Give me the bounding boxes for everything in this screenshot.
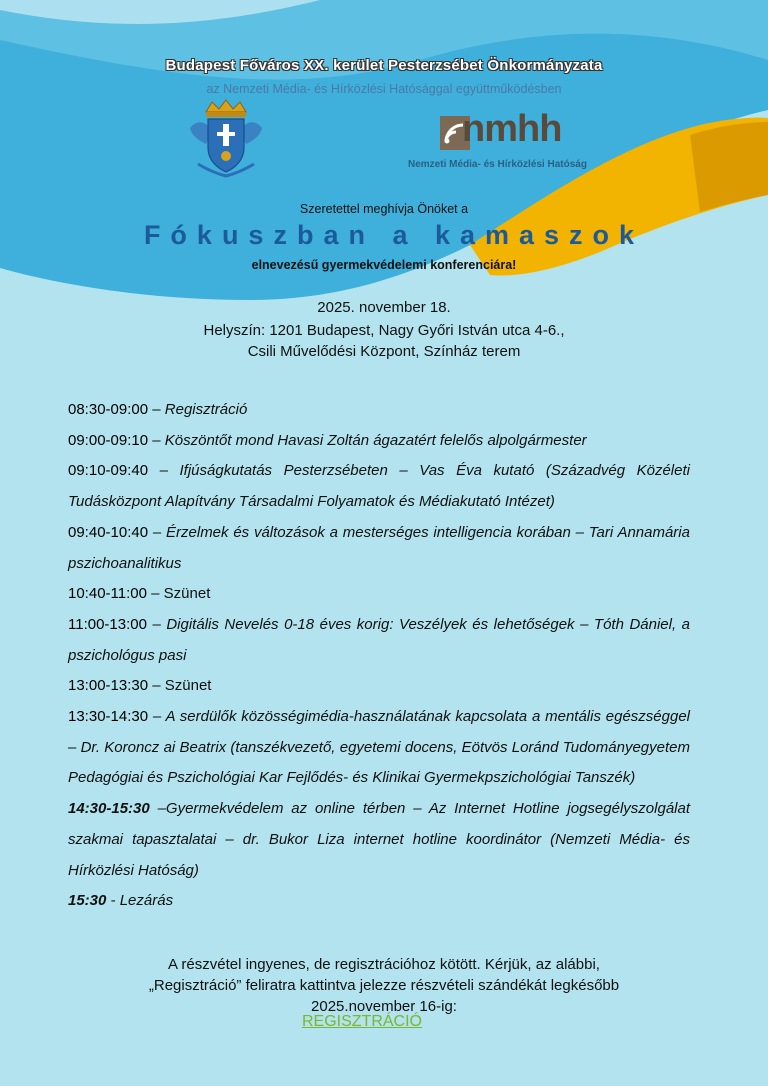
agenda-separator: – [146, 615, 167, 633]
agenda-text: Regisztráció [164, 401, 248, 418]
agenda-text: Köszöntőt mond Havasi Zoltán ágazatért felelős alpolgármester [164, 431, 587, 449]
nmhh-logo-text: nmhh [462, 108, 562, 150]
agenda-separator: – [148, 708, 166, 726]
agenda-time: 09:10-09:40 [68, 462, 149, 480]
agenda-item [68, 886, 690, 917]
agenda-text: Gyermekvédelem az online térben – Az Internet Hotline jogsegélyszolgálat szakmai tapasztalatai – dr. Bukor Liza internet hotline koordinátor (Nemzeti Média- és Hírközlési Hatóság) [68, 800, 690, 879]
agenda-text: Érzelmek és változások a mesterséges intelligencia korában – Tari Annamária pszichoanalitikus [68, 523, 690, 572]
venue-address: Helyszín: 1201 Budapest, Nagy Győri István utca 4-6., [203, 322, 565, 339]
agenda-separator: – [148, 431, 165, 449]
agenda-time: 13:00-13:30 [68, 677, 149, 695]
agenda-time: 09:00-09:10 [68, 431, 149, 449]
agenda-separator: – [148, 462, 180, 480]
agenda-item [68, 579, 690, 610]
nmhh-logo [408, 108, 618, 174]
registration-deadline: 2025.november 16-ig: [311, 998, 457, 1015]
agenda-text: A serdülők közösségimédia-használatának kapcsolata a mentális egészséggel – Dr. Koroncz ai Beatrix (tanszékvezető, egyetemi docens, Eötvös Loránd Tudományegyetem Pedagógiai és Pszichológiai Kar Fejlődés- és Klinikai Gyermekpszichológiai Tanszék) [68, 708, 691, 787]
agenda-time: 13:30-14:30 [68, 708, 149, 726]
agenda-text: Lezárás [119, 892, 174, 910]
agenda-separator: – [146, 585, 164, 603]
agenda-separator: – [148, 523, 167, 541]
invitation-intro: Szeretettel meghívja Önöket a [299, 202, 469, 216]
conference-subtitle: elnevezésű gyermekvédelemi konferenciára! [251, 258, 517, 272]
registration-note-line: A részvétel ingyenes, de regisztrációhoz kötött. Kérjük, az alábbi, [168, 956, 600, 973]
agenda-text: Digitális Nevelés 0-18 éves korig: Veszélyek és lehetőségek – Tóth Dániel, a pszichológus pasi [68, 615, 690, 664]
agenda-item [68, 518, 690, 579]
agenda-time: 10:40-11:00 [68, 585, 147, 603]
agenda-time: 14:30-15:30 [68, 800, 150, 818]
agenda-item [68, 671, 690, 702]
registration-note [0, 954, 768, 1017]
agenda-text: Ifjúságkutatás Pesterzsébeten – Vas Éva kutató (Századvég Közéleti Tudásközpont Alapítvány Társadalmi Folyamatok és Médiakutató Intézet) [68, 462, 690, 511]
agenda-time: 08:30-09:00 [68, 401, 149, 418]
agenda-text: Szünet [163, 585, 211, 603]
agenda-separator: – [148, 401, 165, 418]
agenda [68, 395, 690, 917]
agenda-separator: – [148, 677, 165, 695]
organizer-title: Budapest Főváros XX. kerület Pesterzsébet Önkormányzata [165, 57, 603, 74]
nmhh-caption: Nemzeti Média- és Hírközlési Hatóság [408, 159, 587, 170]
agenda-item [68, 794, 690, 886]
conference-title: Fókuszban a kamaszok [143, 220, 645, 250]
agenda-item [68, 456, 690, 517]
event-date: 2025. november 18. [317, 299, 451, 316]
agenda-separator: – [149, 800, 166, 818]
agenda-time: 15:30 [68, 892, 107, 910]
agenda-time: 09:40-10:40 [68, 523, 149, 541]
agenda-time: 11:00-13:00 [68, 615, 147, 633]
agenda-text: Szünet [164, 677, 212, 695]
venue-name: Csili Művelődési Központ, Színház terem [247, 343, 521, 360]
registration-note-line: „Regisztráció” feliratra kattintva jelezze részvételi szándékát legkésőbb [148, 977, 620, 994]
agenda-item [68, 395, 690, 426]
agenda-item [68, 426, 690, 457]
agenda-item [68, 610, 690, 671]
district-coat-of-arms-icon [188, 98, 264, 180]
cooperation-line: az Nemzeti Média- és Hírközlési Hatósággal együttműködésben [206, 82, 562, 96]
agenda-item [68, 702, 690, 794]
agenda-separator: - [106, 892, 120, 910]
register-link[interactable]: REGISZTRÁCIÓ [301, 1013, 422, 1030]
